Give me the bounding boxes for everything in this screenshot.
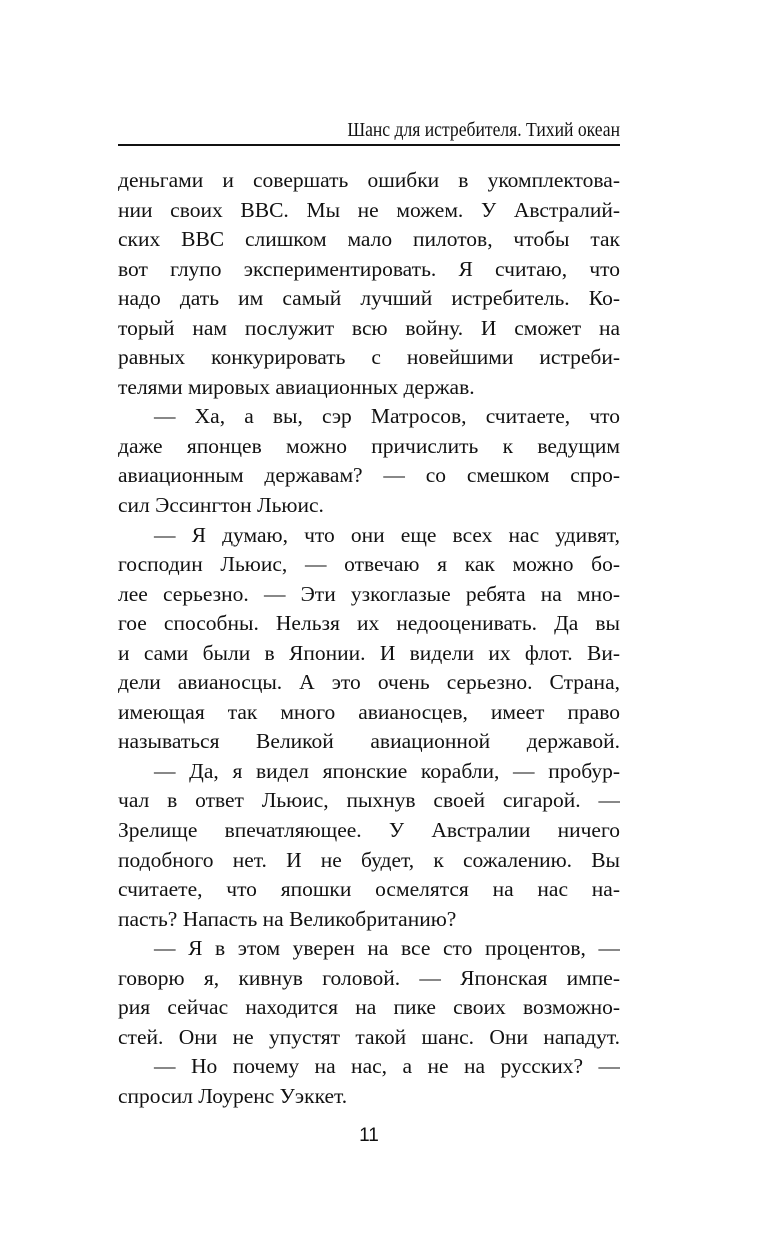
text-line: телями мировых авиационных держав.: [118, 374, 475, 399]
text-line: Зрелище впечатляющее. У Австралии ничего: [118, 818, 620, 843]
text-line: нии своих ВВС. Мы не можем. У Австралий-: [118, 197, 620, 222]
text-line: имеющая так много авианосцев, имеет право: [118, 699, 620, 724]
text-line: гое способны. Нельзя их недооценивать. Да вы: [118, 611, 620, 636]
text-line: подобного нет. И не будет, к сожалению. Вы: [118, 847, 620, 872]
text-line: чал в ответ Льюис, пыхнув своей сигарой. —: [118, 788, 620, 813]
text-line: говорю я, кивнув головой. — Японская импе-: [118, 965, 620, 990]
page-number: 11: [359, 1125, 379, 1146]
text-line: торый нам послужит всю войну. И сможет на: [118, 315, 620, 340]
text-line: — Да, я видел японские корабли, — пробур-: [154, 758, 620, 783]
text-line: авиационным державам? — со смешком спро-: [118, 463, 620, 488]
text-line: равных конкурировать с новейшими истреби-: [118, 345, 620, 370]
text-line: рия сейчас находится на пике своих возможно-: [118, 995, 620, 1020]
text-line: сил Эссингтон Льюис.: [118, 493, 324, 518]
text-line: господин Льюис, — отвечаю я как можно бо-: [118, 552, 620, 577]
text-line: называться Великой авиационной державой.: [118, 729, 620, 754]
running-header-title: Шанс для истребителя. Тихий океан: [347, 119, 620, 141]
text-line: дели авианосцы. А это очень серьезно. Страна,: [118, 670, 620, 695]
text-line: — Я в этом уверен на все сто процентов, —: [154, 936, 620, 961]
text-line: лее серьезно. — Эти узкоглазые ребята на мно-: [118, 581, 620, 606]
text-line: — Ха, а вы, сэр Матросов, считаете, что: [154, 404, 620, 429]
text-line: деньгами и совершать ошибки в укомплектова-: [118, 168, 620, 192]
text-line: даже японцев можно причислить к ведущим: [118, 433, 620, 458]
text-line: считаете, что япошки осмелятся на нас на-: [118, 877, 620, 902]
text-line: ских ВВС слишком мало пилотов, чтобы так: [118, 227, 620, 252]
text-line: и сами были в Японии. И видели их флот. Ви-: [118, 640, 620, 665]
text-line: стей. Они не упустят такой шанс. Они нападут.: [118, 1024, 620, 1049]
text-line: — Я думаю, что они еще всех нас удивят,: [154, 522, 620, 547]
text-line: надо дать им самый лучший истребитель. Ко-: [118, 286, 620, 311]
text-line: пасть? Напасть на Великобританию?: [118, 906, 457, 931]
header-rule: [118, 144, 620, 146]
text-line: вот глупо экспериментировать. Я считаю, что: [118, 256, 620, 281]
body-text: [118, 166, 620, 1112]
text-line: — Но почему на нас, а не на русских? —: [154, 1054, 620, 1079]
text-line: спросил Лоуренс Уэккет.: [118, 1083, 348, 1108]
